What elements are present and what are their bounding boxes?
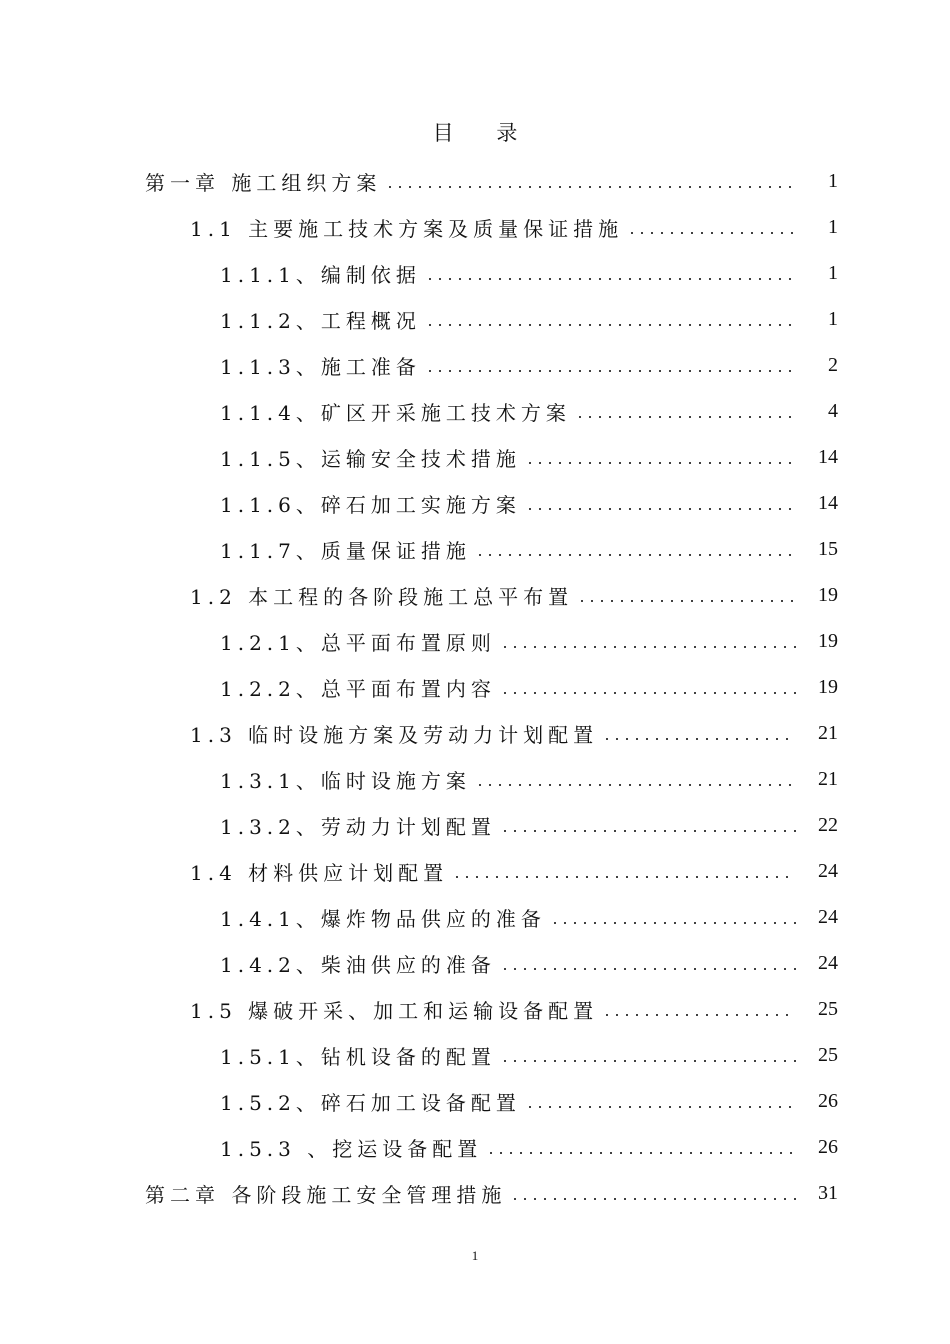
toc-entry-label: 1.3 临时设施方案及劳动力计划配置	[190, 722, 599, 747]
toc-entry[interactable]	[220, 487, 838, 519]
toc-entry-page: 19	[818, 629, 838, 652]
toc-entry[interactable]	[220, 671, 838, 703]
toc-entry-label: 1.1.1、编制依据	[220, 262, 421, 287]
toc-entry[interactable]	[220, 257, 838, 289]
toc-entry-page: 24	[818, 905, 838, 928]
toc-dot-leader	[627, 211, 796, 243]
toc-entry-page: 21	[818, 767, 838, 790]
toc-dot-leader	[475, 763, 796, 795]
toc-entry-page: 24	[818, 951, 838, 974]
toc-entry-label: 1.4.2、柴油供应的准备	[220, 952, 496, 977]
toc-title: 目 录	[432, 121, 536, 145]
toc-dot-leader	[425, 349, 796, 381]
toc-entry[interactable]	[220, 763, 838, 795]
toc-entry[interactable]	[220, 395, 838, 427]
toc-dot-leader	[510, 1177, 796, 1209]
toc-dot-leader	[525, 487, 796, 519]
toc-entry[interactable]	[220, 533, 838, 565]
toc-entry-page: 1	[828, 261, 838, 284]
toc-entry-label: 1.5.2、碎石加工设备配置	[220, 1090, 521, 1115]
toc-dot-leader	[425, 257, 796, 289]
toc-entry-page: 22	[818, 813, 838, 836]
toc-entry-page: 1	[828, 215, 838, 238]
toc-entry[interactable]	[190, 993, 838, 1025]
toc-entry-label: 第二章 各阶段施工安全管理措施	[145, 1182, 507, 1207]
toc-entry-label: 1.5 爆破开采、加工和运输设备配置	[190, 998, 599, 1023]
toc-entry-label: 1.5.3 、挖运设备配置	[220, 1136, 483, 1161]
toc-dot-leader	[425, 303, 796, 335]
toc-entry-label: 1.3.1、临时设施方案	[220, 768, 471, 793]
toc-entry-label: 1.1.5、运输安全技术措施	[220, 446, 521, 471]
toc-entry-label: 第一章 施工组织方案	[145, 170, 382, 195]
toc-dot-leader	[575, 395, 796, 427]
toc-entry[interactable]	[220, 1039, 838, 1071]
toc-entry[interactable]	[220, 625, 838, 657]
toc-entry[interactable]	[220, 1085, 838, 1117]
toc-dot-leader	[525, 1085, 796, 1117]
toc-entry-label: 1.1.6、碎石加工实施方案	[220, 492, 521, 517]
toc-dot-leader	[385, 165, 796, 197]
toc-entry[interactable]	[145, 165, 838, 197]
toc-entry-label: 1.2 本工程的各阶段施工总平布置	[190, 584, 574, 609]
toc-entry[interactable]	[220, 349, 838, 381]
toc-entry[interactable]	[220, 303, 838, 335]
toc-entry[interactable]	[145, 1177, 838, 1209]
toc-entry-label: 1.2.1、总平面布置原则	[220, 630, 496, 655]
toc-dot-leader	[452, 855, 796, 887]
toc-entry-label: 1.4 材料供应计划配置	[190, 860, 449, 885]
toc-entry[interactable]	[220, 809, 838, 841]
toc-entry-label: 1.3.2、劳动力计划配置	[220, 814, 496, 839]
toc-entry[interactable]	[190, 579, 838, 611]
toc-entry[interactable]	[220, 1131, 838, 1163]
footer-page-number: 1	[471, 1248, 479, 1263]
toc-entry[interactable]	[190, 717, 838, 749]
toc-dot-leader	[602, 717, 796, 749]
toc-entry[interactable]	[220, 901, 838, 933]
toc-entry-page: 19	[818, 675, 838, 698]
toc-dot-leader	[602, 993, 796, 1025]
toc-entry-page: 26	[818, 1089, 838, 1112]
toc-entry-label: 1.1.4、矿区开采施工技术方案	[220, 400, 571, 425]
toc-dot-leader	[500, 671, 796, 703]
toc-dot-leader	[500, 1039, 796, 1071]
toc-entry-page: 24	[818, 859, 838, 882]
toc-entry-label: 1.1.7、质量保证措施	[220, 538, 471, 563]
toc-dot-leader	[475, 533, 796, 565]
toc-dot-leader	[577, 579, 796, 611]
toc-entry[interactable]	[190, 855, 838, 887]
toc-entry-label: 1.1.3、施工准备	[220, 354, 421, 379]
toc-entry-page: 31	[818, 1181, 838, 1204]
toc-entry-page: 1	[828, 307, 838, 330]
toc-dot-leader	[500, 809, 796, 841]
toc-entry-page: 19	[818, 583, 838, 606]
toc-entry-page: 25	[818, 1043, 838, 1066]
toc-entry-label: 1.4.1、爆炸物品供应的准备	[220, 906, 546, 931]
toc-dot-leader	[500, 625, 796, 657]
toc-entry-page: 4	[828, 399, 838, 422]
toc-entry-page: 25	[818, 997, 838, 1020]
toc-dot-leader	[500, 947, 796, 979]
toc-entry-label: 1.1 主要施工技术方案及质量保证措施	[190, 216, 624, 241]
toc-dot-leader	[550, 901, 796, 933]
toc-entry-label: 1.2.2、总平面布置内容	[220, 676, 496, 701]
toc-entry-page: 14	[818, 491, 838, 514]
toc-entry[interactable]	[190, 211, 838, 243]
toc-entry-label: 1.1.2、工程概况	[220, 308, 421, 333]
toc-entry-page: 21	[818, 721, 838, 744]
toc-dot-leader	[525, 441, 796, 473]
toc-entry-page: 26	[818, 1135, 838, 1158]
toc-dot-leader	[486, 1131, 796, 1163]
toc-entry-page: 15	[818, 537, 838, 560]
toc-entry[interactable]	[220, 441, 838, 473]
toc-entry-label: 1.5.1、钻机设备的配置	[220, 1044, 496, 1069]
toc-entry[interactable]	[220, 947, 838, 979]
toc-entry-page: 2	[828, 353, 838, 376]
toc-entry-page: 1	[828, 169, 838, 192]
toc-entry-page: 14	[818, 445, 838, 468]
